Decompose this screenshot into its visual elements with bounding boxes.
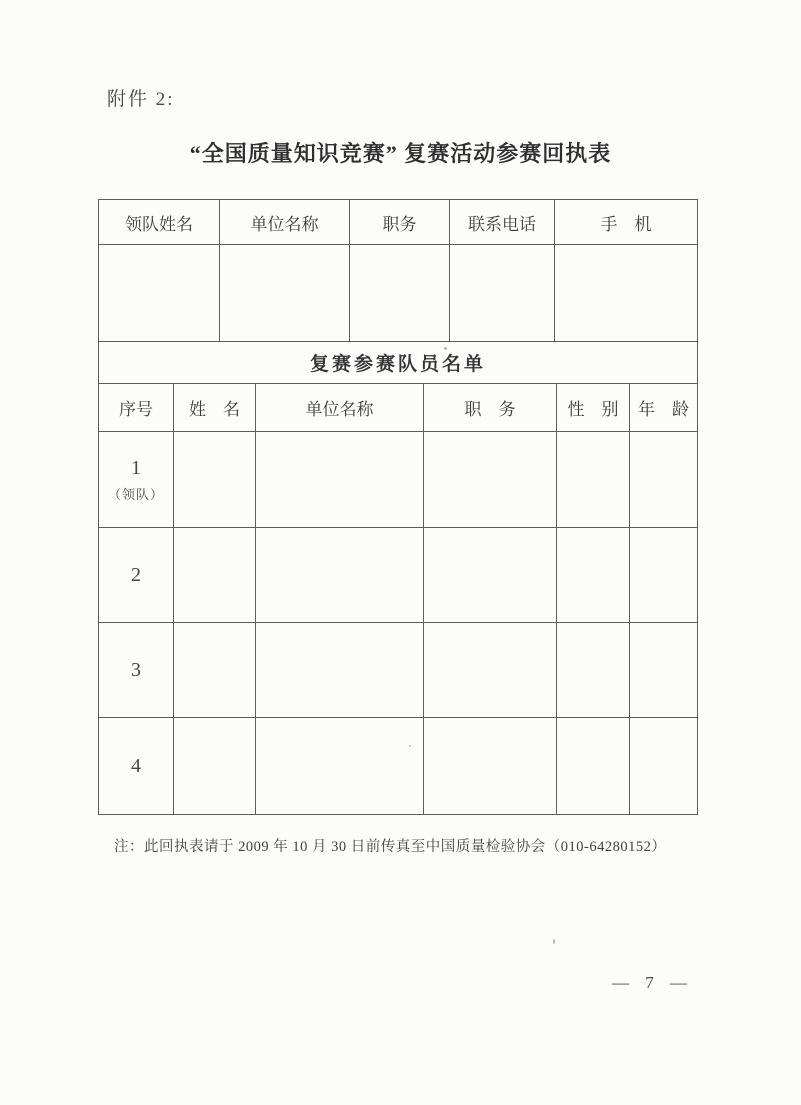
leader-header-mobile: 手 机 <box>600 214 652 234</box>
roster-row-2-name-cell <box>174 528 256 622</box>
roster-row-1-unit-cell <box>256 432 424 527</box>
roster-header-row <box>99 384 697 432</box>
scan-speck <box>409 745 411 747</box>
roster-row-1-age-cell <box>630 432 697 527</box>
leader-header-unit: 单位名称 <box>220 200 350 244</box>
roster-row-4-age-cell <box>630 718 697 814</box>
leader-name-cell <box>99 245 220 341</box>
roster-row-4-unit-cell <box>256 718 424 814</box>
leader-entry-row <box>99 245 697 342</box>
roster-row-1 <box>99 432 697 528</box>
leader-header-row <box>99 200 697 245</box>
seq-number: 3 <box>131 659 141 681</box>
seq-number: 2 <box>131 564 141 586</box>
scan-speck <box>553 939 555 944</box>
leader-mobile-cell <box>555 245 697 341</box>
roster-row-1-name-cell <box>174 432 256 527</box>
roster-row-3-unit-cell <box>256 623 424 717</box>
roster-row-2-gender-cell <box>557 528 630 622</box>
roster-section-title: 复赛参赛队员名单 <box>99 342 697 384</box>
page-number: — 7 — <box>612 973 693 992</box>
leader-phone-cell <box>450 245 555 341</box>
roster-row-4 <box>99 718 697 814</box>
roster-header-position: 职 务 <box>424 384 557 431</box>
roster-row-2-age-cell <box>630 528 697 622</box>
page-title: “全国质量知识竞赛” 复赛活动参赛回执表 <box>189 141 612 166</box>
roster-row-4-gender-cell <box>557 718 630 814</box>
leader-header-name: 领队姓名 <box>99 200 220 244</box>
roster-row-3-seq-cell <box>99 623 174 717</box>
leader-header-position: 职务 <box>350 200 450 244</box>
roster-row-3-age-cell <box>630 623 697 717</box>
attachment-label: 附件 2: <box>107 89 175 110</box>
roster-row-1-seq-cell <box>99 432 174 527</box>
roster-row-2-unit-cell <box>256 528 424 622</box>
roster-row-4-name-cell <box>174 718 256 814</box>
roster-header-gender: 性 别 <box>557 384 630 431</box>
roster-row-2 <box>99 528 697 623</box>
roster-row-3-name-cell <box>174 623 256 717</box>
reply-form-table <box>98 199 698 815</box>
seq-note-leader: （领队） <box>107 487 164 502</box>
leader-position-cell <box>350 245 450 341</box>
roster-row-3-position-cell <box>424 623 557 717</box>
roster-row-4-position-cell <box>424 718 557 814</box>
leader-unit-cell <box>220 245 350 341</box>
roster-row-2-seq-cell <box>99 528 174 622</box>
roster-header-unit: 单位名称 <box>256 384 424 431</box>
roster-row-3 <box>99 623 697 718</box>
roster-row-3-gender-cell <box>557 623 630 717</box>
leader-header-phone: 联系电话 <box>450 200 555 244</box>
roster-row-1-gender-cell <box>557 432 630 527</box>
fax-note: 注：此回执表请于 2009 年 10 月 30 日前传真至中国质量检验协会（010-64280152） <box>114 839 667 855</box>
roster-row-4-seq-cell <box>99 718 174 814</box>
roster-header-name: 姓 名 <box>174 384 256 431</box>
roster-header-seq: 序号 <box>99 384 174 431</box>
roster-header-age: 年 龄 <box>638 400 689 419</box>
roster-row-2-position-cell <box>424 528 557 622</box>
seq-number: 1 <box>131 457 141 479</box>
seq-number: 4 <box>131 755 141 777</box>
roster-row-1-position-cell <box>424 432 557 527</box>
scan-speck <box>444 347 447 350</box>
